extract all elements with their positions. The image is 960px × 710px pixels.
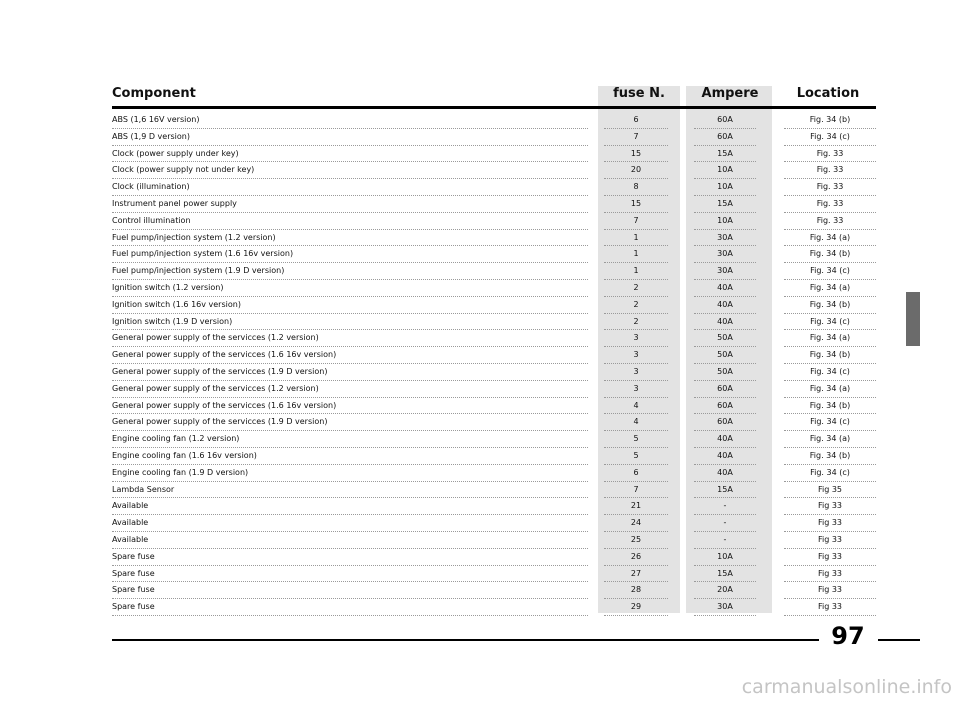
cell-fuse-number: 15	[604, 196, 668, 213]
cell-fuse-number: 5	[604, 431, 668, 448]
table-row	[112, 549, 876, 566]
cell-component: Engine cooling fan (1.9 D version)	[112, 465, 588, 482]
cell-fuse-number: 5	[604, 448, 668, 465]
cell-ampere: 50A	[694, 347, 756, 364]
cell-location: Fig. 34 (b)	[784, 448, 876, 465]
table-row	[112, 414, 876, 431]
cell-component: Engine cooling fan (1.6 16v version)	[112, 448, 588, 465]
cell-component: Available	[112, 498, 588, 515]
cell-ampere: 10A	[694, 213, 756, 230]
cell-location: Fig. 34 (a)	[784, 330, 876, 347]
watermark: carmanualsonline.info	[741, 676, 952, 698]
cell-component: General power supply of the servicces (1.2 version)	[112, 381, 588, 398]
cell-component: Lambda Sensor	[112, 482, 588, 499]
cell-component: Clock (power supply under key)	[112, 146, 588, 163]
cell-ampere: 40A	[694, 297, 756, 314]
cell-ampere: 15A	[694, 196, 756, 213]
cell-fuse-number: 24	[604, 515, 668, 532]
cell-location: Fig. 34 (b)	[784, 246, 876, 263]
table-row	[112, 129, 876, 146]
cell-component: Fuel pump/injection system (1.2 version)	[112, 230, 588, 247]
cell-fuse-number: 15	[604, 146, 668, 163]
header-rule	[112, 106, 876, 109]
cell-component: General power supply of the servicces (1.6 16v version)	[112, 347, 588, 364]
table-row	[112, 566, 876, 583]
table-row	[112, 213, 876, 230]
cell-location: Fig 33	[784, 566, 876, 583]
cell-component: Clock (power supply not under key)	[112, 162, 588, 179]
header-ampere: Ampere	[701, 86, 759, 101]
cell-component: Control illumination	[112, 213, 588, 230]
cell-component: Spare fuse	[112, 599, 588, 616]
cell-ampere: 30A	[694, 599, 756, 616]
cell-location: Fig. 33	[784, 146, 876, 163]
cell-fuse-number: 3	[604, 364, 668, 381]
table-row	[112, 347, 876, 364]
cell-location: Fig. 34 (a)	[784, 280, 876, 297]
cell-fuse-number: 28	[604, 582, 668, 599]
table-row	[112, 196, 876, 213]
cell-fuse-number: 27	[604, 566, 668, 583]
cell-fuse-number: 2	[604, 314, 668, 331]
cell-fuse-number: 3	[604, 381, 668, 398]
cell-component: Spare fuse	[112, 566, 588, 583]
table-row	[112, 515, 876, 532]
table-row	[112, 112, 876, 129]
cell-ampere: 30A	[694, 246, 756, 263]
cell-component: Spare fuse	[112, 582, 588, 599]
cell-location: Fig 33	[784, 532, 876, 549]
cell-fuse-number: 21	[604, 498, 668, 515]
cell-location: Fig. 34 (c)	[784, 129, 876, 146]
cell-location: Fig. 34 (c)	[784, 314, 876, 331]
cell-ampere: 40A	[694, 314, 756, 331]
cell-fuse-number: 6	[604, 465, 668, 482]
header-location: Location	[796, 86, 860, 101]
cell-component: Ignition switch (1.6 16v version)	[112, 297, 588, 314]
table-row	[112, 465, 876, 482]
cell-fuse-number: 2	[604, 297, 668, 314]
cell-fuse-number: 3	[604, 330, 668, 347]
footer-rule-left	[112, 639, 819, 641]
table-row	[112, 330, 876, 347]
cell-ampere: 20A	[694, 582, 756, 599]
table-row	[112, 532, 876, 549]
cell-ampere: 60A	[694, 414, 756, 431]
cell-fuse-number: 4	[604, 414, 668, 431]
cell-component: Engine cooling fan (1.2 version)	[112, 431, 588, 448]
cell-ampere: 15A	[694, 566, 756, 583]
table-row	[112, 179, 876, 196]
cell-ampere: 10A	[694, 549, 756, 566]
table-row	[112, 246, 876, 263]
cell-fuse-number: 1	[604, 263, 668, 280]
cell-location: Fig. 34 (b)	[784, 112, 876, 129]
page-number: 97	[831, 622, 865, 650]
cell-component: General power supply of the servicces (1.9 D version)	[112, 414, 588, 431]
cell-fuse-number: 3	[604, 347, 668, 364]
cell-ampere: 40A	[694, 465, 756, 482]
cell-ampere: 60A	[694, 381, 756, 398]
cell-fuse-number: 4	[604, 398, 668, 415]
cell-fuse-number: 7	[604, 213, 668, 230]
cell-fuse-number: 26	[604, 549, 668, 566]
cell-ampere: 40A	[694, 431, 756, 448]
cell-component: Ignition switch (1.9 D version)	[112, 314, 588, 331]
cell-location: Fig. 34 (b)	[784, 347, 876, 364]
cell-ampere: 40A	[694, 280, 756, 297]
cell-location: Fig. 34 (b)	[784, 398, 876, 415]
header-component: Component	[112, 86, 196, 101]
table-row	[112, 482, 876, 499]
cell-ampere: 60A	[694, 112, 756, 129]
cell-location: Fig 33	[784, 515, 876, 532]
cell-location: Fig 33	[784, 582, 876, 599]
cell-ampere: 15A	[694, 482, 756, 499]
cell-ampere: 30A	[694, 263, 756, 280]
cell-fuse-number: 1	[604, 246, 668, 263]
table-row	[112, 314, 876, 331]
cell-component: Available	[112, 515, 588, 532]
table-row	[112, 599, 876, 616]
table-row	[112, 448, 876, 465]
cell-component: Ignition switch (1.2 version)	[112, 280, 588, 297]
table-row	[112, 364, 876, 381]
cell-ampere: -	[694, 498, 756, 515]
cell-ampere: 40A	[694, 448, 756, 465]
table-row	[112, 398, 876, 415]
cell-component: General power supply of the servicces (1.9 D version)	[112, 364, 588, 381]
cell-location: Fig. 33	[784, 196, 876, 213]
cell-component: General power supply of the servicces (1.2 version)	[112, 330, 588, 347]
cell-location: Fig. 34 (a)	[784, 230, 876, 247]
cell-ampere: 15A	[694, 146, 756, 163]
cell-location: Fig 33	[784, 549, 876, 566]
cell-fuse-number: 6	[604, 112, 668, 129]
table-row	[112, 498, 876, 515]
cell-ampere: -	[694, 532, 756, 549]
footer-rule-right	[878, 639, 920, 641]
cell-fuse-number: 25	[604, 532, 668, 549]
cell-location: Fig. 34 (c)	[784, 465, 876, 482]
cell-component: General power supply of the servicces (1.6 16v version)	[112, 398, 588, 415]
table-row	[112, 582, 876, 599]
cell-ampere: 60A	[694, 129, 756, 146]
fuse-table	[112, 112, 876, 616]
cell-component: Clock (illumination)	[112, 179, 588, 196]
cell-fuse-number: 1	[604, 230, 668, 247]
table-row	[112, 162, 876, 179]
cell-location: Fig. 34 (a)	[784, 381, 876, 398]
table-row	[112, 146, 876, 163]
cell-location: Fig. 33	[784, 213, 876, 230]
cell-fuse-number: 7	[604, 482, 668, 499]
cell-location: Fig. 33	[784, 162, 876, 179]
cell-ampere: 60A	[694, 398, 756, 415]
cell-location: Fig 33	[784, 498, 876, 515]
cell-location: Fig. 34 (c)	[784, 414, 876, 431]
cell-fuse-number: 20	[604, 162, 668, 179]
table-row	[112, 381, 876, 398]
cell-location: Fig. 34 (c)	[784, 364, 876, 381]
table-row	[112, 263, 876, 280]
header-fuse-number: fuse N.	[613, 86, 665, 101]
cell-fuse-number: 29	[604, 599, 668, 616]
cell-location: Fig. 34 (b)	[784, 297, 876, 314]
cell-ampere: 10A	[694, 179, 756, 196]
cell-location: Fig 35	[784, 482, 876, 499]
cell-fuse-number: 7	[604, 129, 668, 146]
section-tab-marker	[906, 292, 920, 346]
table-row	[112, 431, 876, 448]
cell-location: Fig. 34 (a)	[784, 431, 876, 448]
cell-ampere: -	[694, 515, 756, 532]
table-row	[112, 230, 876, 247]
cell-component: Spare fuse	[112, 549, 588, 566]
cell-fuse-number: 2	[604, 280, 668, 297]
cell-fuse-number: 8	[604, 179, 668, 196]
table-row	[112, 280, 876, 297]
cell-ampere: 50A	[694, 364, 756, 381]
cell-component: ABS (1,6 16V version)	[112, 112, 588, 129]
cell-component: Fuel pump/injection system (1.9 D version)	[112, 263, 588, 280]
cell-ampere: 30A	[694, 230, 756, 247]
cell-ampere: 10A	[694, 162, 756, 179]
cell-location: Fig. 33	[784, 179, 876, 196]
cell-ampere: 50A	[694, 330, 756, 347]
cell-component: Fuel pump/injection system (1.6 16v version)	[112, 246, 588, 263]
table-row	[112, 297, 876, 314]
cell-location: Fig 33	[784, 599, 876, 616]
cell-location: Fig. 34 (c)	[784, 263, 876, 280]
cell-component: ABS (1,9 D version)	[112, 129, 588, 146]
cell-component: Instrument panel power supply	[112, 196, 588, 213]
cell-component: Available	[112, 532, 588, 549]
